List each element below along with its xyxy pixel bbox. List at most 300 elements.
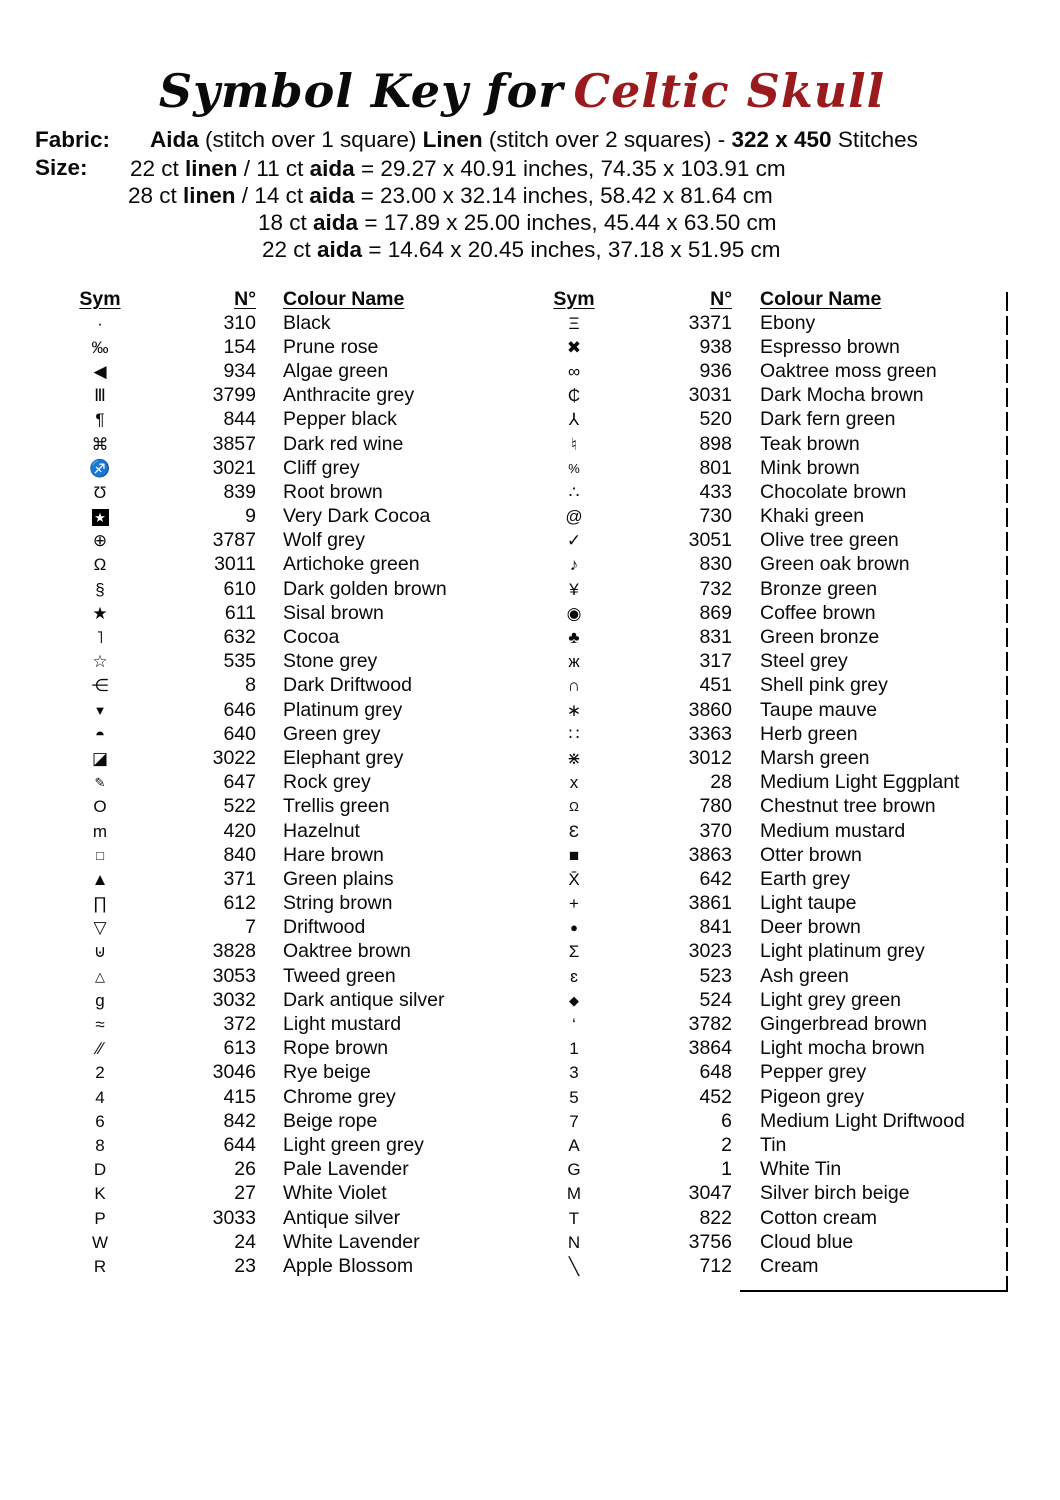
colour-name-cell: Dark antique silver [283, 988, 445, 1011]
bold-text: linen [185, 156, 238, 181]
table-bottom-border [740, 1290, 1008, 1292]
floss-number-cell: 3053 [212, 964, 256, 987]
colour-name-cell: Light taupe [760, 892, 857, 915]
floss-number-cell: 831 [699, 626, 732, 649]
floss-number-cell: 613 [223, 1037, 256, 1060]
key-row [68, 1230, 528, 1254]
key-row [68, 1206, 528, 1230]
colour-name-cell: Black [283, 311, 331, 334]
key-row [68, 819, 528, 843]
floss-number-cell: 3371 [688, 311, 732, 334]
colour-name-cell: Herb green [760, 722, 858, 745]
key-row [542, 674, 1002, 698]
floss-number-cell: 632 [223, 626, 256, 649]
floss-number-cell: 822 [699, 1206, 732, 1229]
colour-name-cell: Tin [760, 1133, 787, 1156]
symbol-cell: 7 [569, 1111, 579, 1131]
floss-number-cell: 3012 [688, 746, 732, 769]
symbol-cell: ∏ [93, 894, 107, 914]
floss-number-cell: 612 [223, 892, 256, 915]
floss-number-cell: 648 [699, 1061, 732, 1084]
colour-name-cell: Very Dark Cocoa [283, 505, 431, 528]
floss-number-cell: 3864 [688, 1037, 732, 1060]
key-row [68, 1254, 528, 1278]
colour-name-cell: Green bronze [760, 626, 880, 649]
key-row [542, 1061, 1002, 1085]
symbol-cell: § [95, 579, 105, 599]
key-row [542, 795, 1002, 819]
floss-number-cell: 839 [223, 480, 256, 503]
bold-text: aida [317, 237, 363, 262]
colour-name-cell: Steel grey [760, 650, 848, 673]
symbol-cell: ♣ [568, 628, 580, 648]
fabric-line-segments [150, 127, 918, 152]
colour-name-cell: Rye beige [283, 1061, 371, 1084]
floss-number-cell: 524 [699, 988, 732, 1011]
symbol-cell: 1 [569, 1039, 579, 1059]
symbol-cell: ∗ [566, 700, 582, 720]
floss-number-cell: 371 [223, 867, 256, 890]
key-row [68, 529, 528, 553]
size-lines [35, 155, 786, 263]
floss-number-cell: 869 [699, 601, 732, 624]
size-line [35, 182, 786, 209]
key-row [68, 335, 528, 359]
symbol-cell: 2 [95, 1063, 105, 1083]
symbol-cell: ˥ [96, 628, 104, 648]
colour-name-cell: Artichoke green [283, 553, 420, 576]
symbol-cell: ⌘ [91, 434, 109, 454]
colour-name-cell: Anthracite grey [283, 384, 415, 407]
key-row [542, 964, 1002, 988]
floss-number-cell: 8 [245, 674, 256, 697]
floss-number-cell: 842 [223, 1109, 256, 1132]
floss-number-cell: 9 [245, 505, 256, 528]
symbol-cell: ∞ [567, 361, 581, 381]
colour-name-cell: Platinum grey [283, 698, 403, 721]
key-row [68, 311, 528, 335]
key-row [68, 892, 528, 916]
symbol-cell: ɛ [570, 966, 578, 986]
floss-number-cell: 317 [699, 650, 732, 673]
colour-name-cell: Rock grey [283, 771, 371, 794]
floss-number-cell: 3799 [212, 384, 256, 407]
text: 22 ct [262, 237, 318, 262]
key-row [68, 1037, 528, 1061]
size-line [35, 236, 786, 263]
floss-number-cell: 840 [223, 843, 256, 866]
floss-number-cell: 3782 [688, 1013, 732, 1036]
floss-number-cell: 154 [223, 335, 256, 358]
colour-name-cell: Medium Light Driftwood [760, 1109, 965, 1132]
floss-number-cell: 3860 [688, 698, 732, 721]
key-row [68, 988, 528, 1012]
key-row [542, 1012, 1002, 1036]
header-colour-name: Colour Name [283, 288, 405, 310]
floss-number-cell: 522 [223, 795, 256, 818]
floss-number-cell: 642 [699, 867, 732, 890]
key-row [68, 698, 528, 722]
key-row [68, 843, 528, 867]
floss-number-cell: 3787 [212, 529, 256, 552]
colour-name-cell: Chestnut tree brown [760, 795, 936, 818]
symbol-cell: Ɛ [568, 821, 580, 841]
symbol-cell: □ [96, 847, 104, 863]
bold-text: linen [183, 183, 236, 208]
floss-number-cell: 780 [699, 795, 732, 818]
colour-name-cell: Oaktree moss green [760, 359, 937, 382]
symbol-cell: P [94, 1208, 106, 1228]
floss-number-cell: 310 [223, 311, 256, 334]
key-row [68, 1133, 528, 1157]
key-row [68, 1061, 528, 1085]
key-row [68, 456, 528, 480]
colour-name-cell: Pepper black [283, 408, 397, 431]
colour-name-cell: Elephant grey [283, 746, 404, 769]
colour-name-cell: Dark golden brown [283, 577, 447, 600]
colour-name-cell: Driftwood [283, 916, 366, 939]
symbol-cell: ◪ [91, 748, 109, 768]
key-row [68, 916, 528, 940]
colour-name-cell: Light green grey [283, 1133, 424, 1156]
colour-name-cell: Dark Mocha brown [760, 384, 924, 407]
key-row [68, 359, 528, 383]
floss-number-cell: 3756 [688, 1230, 732, 1253]
symbol-cell: @ [565, 507, 583, 527]
symbol-cell: Ξ [568, 313, 580, 333]
symbol-cell: ‰ [91, 337, 109, 357]
symbol-cell: Ʊ [93, 482, 107, 502]
key-row [68, 1182, 528, 1206]
symbol-cell: ж [568, 652, 580, 672]
text: (stitch over 1 square) [198, 127, 423, 152]
floss-number-cell: 732 [699, 577, 732, 600]
key-row [542, 529, 1002, 553]
symbol-key-table-left [68, 288, 528, 1279]
symbol-cell: ■ [568, 845, 580, 865]
fabric-line [35, 127, 918, 153]
floss-number-cell: 7 [245, 916, 256, 939]
floss-number-cell: 730 [699, 505, 732, 528]
colour-name-cell: Shell pink grey [760, 674, 888, 697]
floss-number-cell: 610 [223, 577, 256, 600]
colour-name-cell: Medium Light Eggplant [760, 771, 960, 794]
symbol-cell: ⊕ [92, 531, 108, 551]
floss-number-cell: 28 [710, 771, 732, 794]
symbol-cell: ∩ [567, 676, 581, 696]
fabric-label: Fabric: [35, 127, 111, 152]
colour-name-cell: Green grey [283, 722, 381, 745]
symbol-cell: ▼ [93, 702, 107, 718]
key-row [542, 505, 1002, 529]
key-row [542, 867, 1002, 891]
key-row [68, 625, 528, 649]
symbol-cell: ◉ [566, 603, 582, 623]
table-rows [68, 311, 528, 1279]
floss-number-cell: 640 [223, 722, 256, 745]
key-row [68, 505, 528, 529]
floss-number-cell: 3861 [688, 892, 732, 915]
key-row [542, 940, 1002, 964]
pattern-name: Celtic Skull [573, 64, 886, 118]
colour-name-cell: Prune rose [283, 335, 379, 358]
colour-name-cell: Bronze green [760, 577, 878, 600]
floss-number-cell: 3857 [212, 432, 256, 455]
colour-name-cell: Taupe mauve [760, 698, 878, 721]
key-row [68, 1158, 528, 1182]
colour-name-cell: White Lavender [283, 1230, 420, 1253]
floss-number-cell: 611 [224, 601, 256, 624]
colour-name-cell: Light mustard [283, 1013, 402, 1036]
colour-name-cell: Wolf grey [283, 529, 365, 552]
symbol-cell: ⋇ [566, 748, 582, 768]
floss-number-cell: 3828 [212, 940, 256, 963]
symbol-cell: Ω [569, 799, 579, 815]
symbol-cell: Σ [568, 942, 580, 962]
symbol-cell: M [566, 1184, 582, 1204]
key-row [542, 480, 1002, 504]
colour-name-cell: Cream [760, 1254, 819, 1277]
symbol-cell: N [567, 1232, 581, 1252]
colour-name-cell: Espresso brown [760, 335, 900, 358]
floss-number-cell: 644 [223, 1133, 256, 1156]
symbol-cell: Ⅲ [94, 386, 106, 406]
size-label: Size: [35, 155, 88, 180]
colour-name-cell: Dark red wine [283, 432, 404, 455]
symbol-cell: ♮ [570, 434, 578, 454]
colour-name-cell: White Violet [283, 1182, 387, 1205]
symbol-cell: ◀ [93, 361, 107, 381]
colour-name-cell: Deer brown [760, 916, 861, 939]
key-row [542, 819, 1002, 843]
floss-number-cell: 3033 [212, 1206, 256, 1229]
text: (stitch over 2 squares) - [482, 127, 732, 152]
colour-name-cell: Gingerbread brown [760, 1013, 927, 1036]
key-row [542, 650, 1002, 674]
colour-name-cell: Olive tree green [760, 529, 899, 552]
key-row [68, 650, 528, 674]
symbol-cell: g [95, 990, 105, 1010]
colour-name-cell: Tweed green [283, 964, 396, 987]
key-row [542, 335, 1002, 359]
floss-number-cell: 844 [223, 408, 256, 431]
key-row [68, 384, 528, 408]
floss-number-cell: 372 [223, 1013, 256, 1036]
symbol-cell: △ [95, 968, 105, 984]
floss-number-cell: 2 [721, 1133, 732, 1156]
text: 28 ct [128, 183, 184, 208]
symbol-cell: 3 [569, 1063, 579, 1083]
header-sym: Sym [79, 288, 121, 310]
header-number: N° [234, 288, 256, 310]
symbol-cell: ‘ [572, 1015, 576, 1035]
floss-number-cell: 452 [699, 1085, 732, 1108]
symbol-cell [68, 508, 132, 526]
colour-name-cell: Pale Lavender [283, 1158, 409, 1181]
floss-number-cell: 26 [234, 1158, 256, 1181]
symbol-cell: A [568, 1135, 580, 1155]
size-line [35, 209, 786, 236]
symbol-cell: ∕∕ [97, 1039, 103, 1059]
key-row [68, 674, 528, 698]
text: = 23.00 x 32.14 inches, 58.42 x 81.64 cm [354, 183, 773, 208]
colour-name-cell: Green plains [283, 867, 394, 890]
symbol-cell: ╲ [568, 1256, 580, 1276]
colour-name-cell: Sisal brown [283, 601, 384, 624]
floss-number-cell: 3032 [212, 988, 256, 1011]
colour-name-cell: Hazelnut [283, 819, 360, 842]
floss-number-cell: 830 [699, 553, 732, 576]
floss-number-cell: 3022 [212, 746, 256, 769]
symbol-cell: 8 [95, 1135, 105, 1155]
floss-number-cell: 841 [699, 916, 732, 939]
colour-name-cell: Dark fern green [760, 408, 896, 431]
key-row [542, 1230, 1002, 1254]
symbol-cell: ∴ [568, 482, 580, 502]
colour-name-cell: Khaki green [760, 505, 865, 528]
symbol-cell: · [97, 313, 103, 333]
key-row [542, 1133, 1002, 1157]
symbol-cell: ¥ [569, 579, 579, 599]
key-row [68, 746, 528, 770]
symbol-cell: ▲ [91, 869, 109, 889]
key-row [68, 1085, 528, 1109]
floss-number-cell: 3023 [688, 940, 732, 963]
colour-name-cell: Apple Blossom [283, 1254, 414, 1277]
colour-name-cell: Earth grey [760, 867, 850, 890]
symbol-cell: ✎ [94, 775, 106, 791]
key-row [542, 722, 1002, 746]
symbol-cell: ∷ [568, 724, 580, 744]
colour-name-cell: Chrome grey [283, 1085, 396, 1108]
floss-number-cell: 936 [699, 359, 732, 382]
key-row [542, 916, 1002, 940]
colour-name-cell: Stone grey [283, 650, 378, 673]
symbol-cell: ⅄ [568, 410, 580, 430]
floss-number-cell: 3011 [214, 553, 256, 576]
key-row [542, 1109, 1002, 1133]
symbol-cell: K [94, 1184, 106, 1204]
symbol-cell: ¶ [95, 410, 105, 430]
key-row [542, 1158, 1002, 1182]
colour-name-cell: Dark Driftwood [283, 674, 412, 697]
floss-number-cell: 3047 [688, 1182, 732, 1205]
floss-number-cell: 3031 [688, 384, 732, 407]
floss-number-cell: 647 [223, 771, 256, 794]
key-row [542, 432, 1002, 456]
key-row [542, 843, 1002, 867]
colour-name-cell: Light mocha brown [760, 1037, 925, 1060]
text: = 17.89 x 25.00 inches, 45.44 x 63.50 cm [358, 210, 777, 235]
colour-name-cell: Hare brown [283, 843, 384, 866]
floss-number-cell: 370 [699, 819, 732, 842]
symbol-cell: R [93, 1256, 107, 1276]
symbol-cell: ₵ [567, 386, 581, 406]
colour-name-cell: Light platinum grey [760, 940, 925, 963]
floss-number-cell: 898 [699, 432, 732, 455]
key-row [68, 1012, 528, 1036]
floss-number-cell: 415 [223, 1085, 256, 1108]
key-row [68, 867, 528, 891]
text: / 11 ct [237, 156, 310, 181]
colour-name-cell: Light grey green [760, 988, 901, 1011]
symbol-cell: ⊍ [93, 942, 107, 962]
key-row [542, 1182, 1002, 1206]
key-row [542, 408, 1002, 432]
floss-number-cell: 934 [223, 359, 256, 382]
bold-text: aida [309, 156, 355, 181]
key-row [68, 408, 528, 432]
floss-number-cell: 646 [223, 698, 256, 721]
colour-name-cell: Root brown [283, 480, 383, 503]
symbol-cell: D [93, 1160, 107, 1180]
colour-name-cell: Beige rope [283, 1109, 378, 1132]
floss-number-cell: 23 [234, 1254, 256, 1277]
key-row [68, 771, 528, 795]
symbol-cell: ★ [92, 603, 108, 623]
bold-text: 322 x 450 [731, 127, 832, 152]
floss-number-cell: 27 [234, 1182, 256, 1205]
floss-number-cell: 523 [699, 964, 732, 987]
key-row [68, 553, 528, 577]
text: = 14.64 x 20.45 inches, 37.18 x 51.95 cm [362, 237, 781, 262]
floss-number-cell: 3021 [212, 456, 256, 479]
key-row [68, 1109, 528, 1133]
symbol-cell: O [93, 797, 107, 817]
key-row [68, 601, 528, 625]
symbol-cell: ✖ [566, 337, 582, 357]
floss-number-cell: 451 [699, 674, 732, 697]
header-number: N° [710, 288, 732, 310]
floss-number-cell: 433 [699, 480, 732, 503]
floss-number-cell: 3363 [688, 722, 732, 745]
symbol-cell: 4 [95, 1087, 105, 1107]
colour-name-cell: Green oak brown [760, 553, 910, 576]
key-row [542, 553, 1002, 577]
floss-number-cell: 938 [699, 335, 732, 358]
key-row [68, 577, 528, 601]
key-row [542, 698, 1002, 722]
floss-number-cell: 520 [699, 408, 732, 431]
colour-name-cell: Rope brown [283, 1037, 389, 1060]
colour-name-cell: Cotton cream [760, 1206, 878, 1229]
colour-name-cell: Ebony [760, 311, 816, 334]
colour-name-cell: Algae green [283, 359, 389, 382]
key-row [542, 892, 1002, 916]
symbol-cell: ☆ [92, 652, 108, 672]
colour-name-cell: Marsh green [760, 746, 870, 769]
key-row [542, 988, 1002, 1012]
title-prefix: Symbol Key for [158, 64, 564, 118]
symbol-cell: ≈ [95, 1015, 105, 1035]
colour-name-cell: Chocolate brown [760, 480, 907, 503]
floss-number-cell: 1 [721, 1158, 732, 1181]
symbol-key-table-right [542, 288, 1002, 1279]
key-row [542, 601, 1002, 625]
symbol-cell: X̄ [568, 869, 580, 889]
table-header-row [542, 288, 1002, 311]
colour-name-cell: Cloud blue [760, 1230, 854, 1253]
key-row [542, 384, 1002, 408]
text: Stitches [831, 127, 918, 152]
key-row [542, 1085, 1002, 1109]
colour-name-cell: String brown [283, 892, 393, 915]
key-row [68, 940, 528, 964]
floss-number-cell: 535 [223, 650, 256, 673]
bold-text: Linen [422, 127, 483, 152]
colour-name-cell: White Tin [760, 1158, 842, 1181]
key-row [542, 1254, 1002, 1278]
